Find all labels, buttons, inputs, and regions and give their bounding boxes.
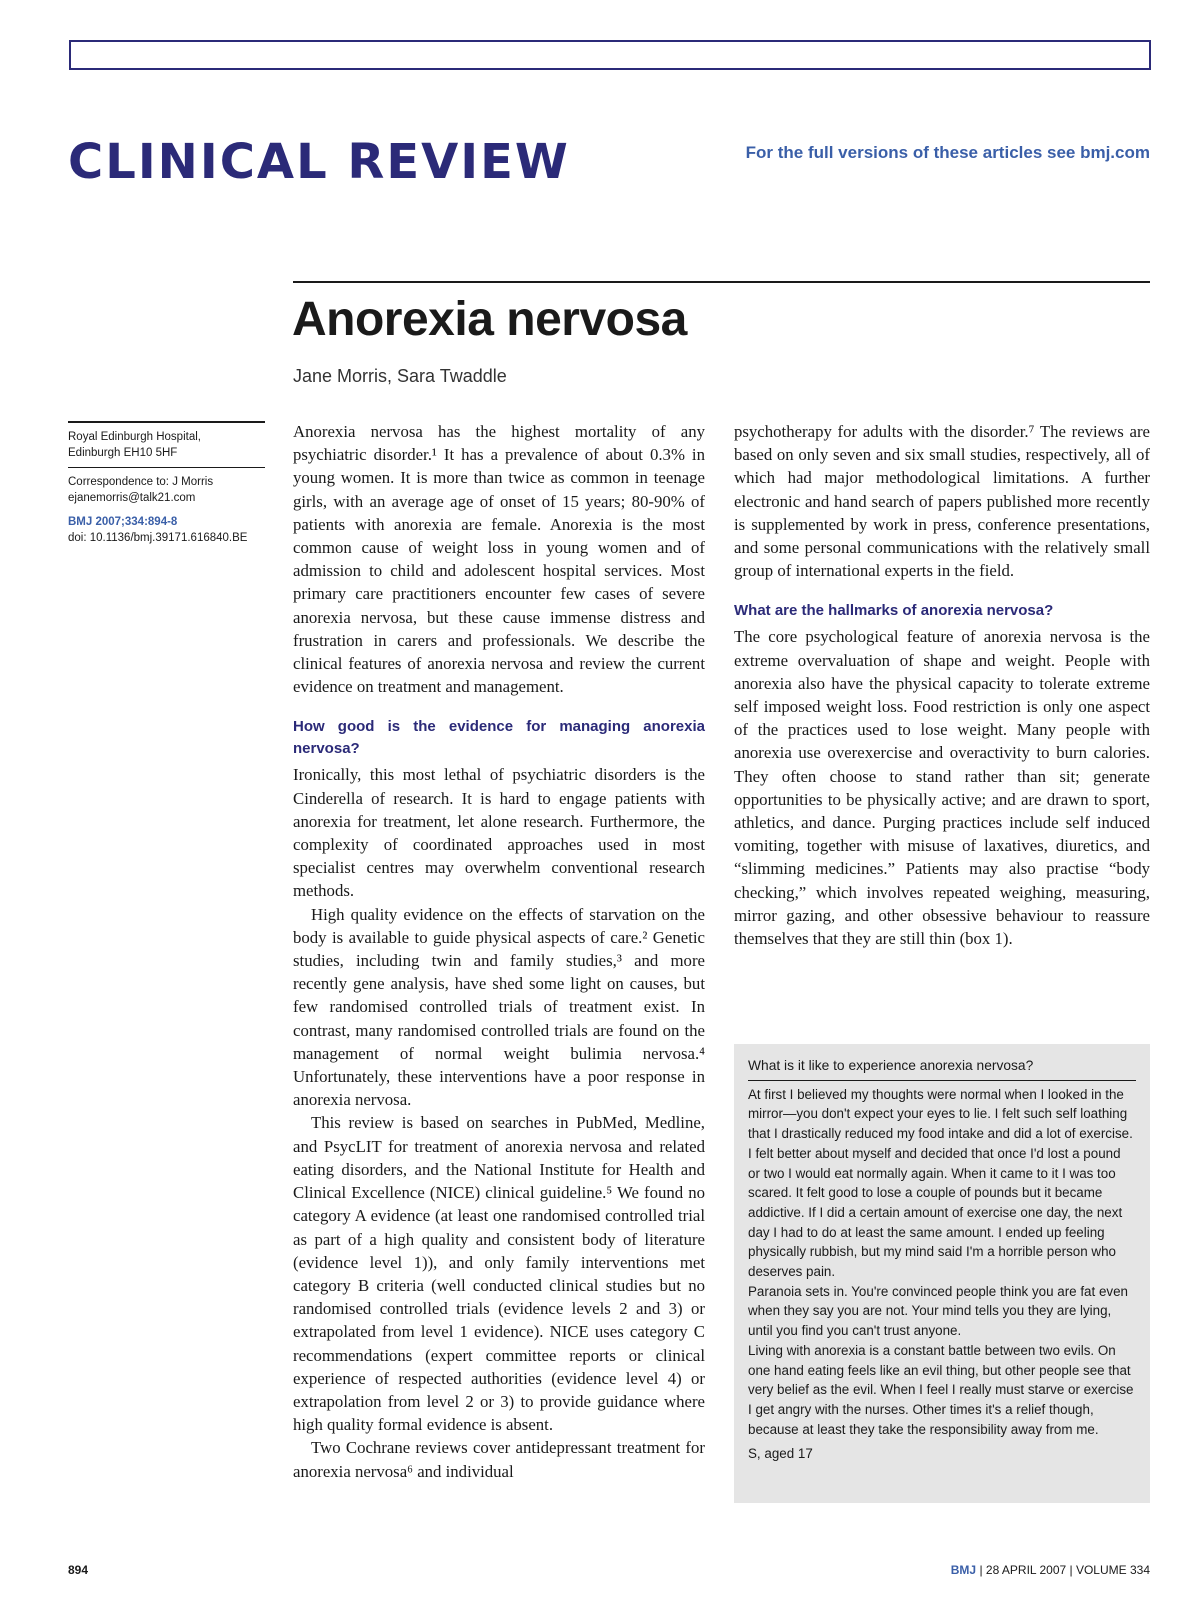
box-paragraph: Paranoia sets in. You're convinced people think you are fat even when they say you are not. Your mind tells you they are lying, until you find you can't trust anyone.: [748, 1283, 1128, 1339]
article-title: Anorexia nervosa: [292, 293, 687, 346]
header-banner-box: [69, 40, 1151, 70]
sidebar-divider: [68, 467, 265, 468]
issue-info: | 28 APRIL 2007 | VOLUME 334: [976, 1563, 1150, 1577]
citation: BMJ 2007;334:894-8: [68, 516, 178, 528]
patient-quote-box: [734, 1044, 1150, 1503]
body-paragraph: Ironically, this most lethal of psychiatric disorders is the Cinderella of research. It is hard to engage patients with anorexia for treatment, let alone research. Furthermore, the complexity of coordinated approaches used in most specialist centres may overwhelm conventional research methods.: [293, 765, 705, 901]
doi[interactable]: doi: 10.1136/bmj.39171.616840.BE: [68, 532, 248, 544]
journal-name: BMJ: [950, 1563, 977, 1577]
journal-footer: [951, 1563, 1150, 1577]
box-signature: S, aged 17: [748, 1446, 813, 1462]
box-paragraph: At first I believed my thoughts were normal when I looked in the mirror—you don't expect your eyes to lie. I felt such self loathing that I drastically reduced my food intake and did a lot of exercise. I felt better about myself and decided that once I'd lost a pound or two I would eat normally again. When it came to it I was too scared. It felt good to lose a couple of pounds but it became addictive. If I did a certain amount of exercise one day, the next day I had to do at least the same amount. I ended up feeling physically rubbish, but my mind said I'm a horrible person who deserves pain.: [748, 1086, 1133, 1280]
section-heading: How good is the evidence for managing anorexia nervosa?: [293, 718, 705, 758]
box-title: What is it like to experience anorexia nervosa?: [748, 1056, 1136, 1081]
correspondence-line: Correspondence to: J Morris: [68, 476, 214, 488]
body-paragraph: psychotherapy for adults with the disorder.⁷ The reviews are based on only seven and six small studies, respectively, all of which had major methodological limitations. A further electronic and hand search of papers published more recently is supplemented by work in press, conference presentations, and some personal communications with the relatively small group of international experts in the field.: [734, 422, 1150, 581]
title-rule: [293, 281, 1150, 283]
affiliation-line: Edinburgh EH10 5HF: [68, 447, 178, 459]
body-paragraph: Anorexia nervosa has the highest mortality of any psychiatric disorder.¹ It has a prevalence of about 0.3% in young women. It is more than twice as common in teenage girls, with an average age of onset of 15 years; 80-90% of patients with anorexia are female. Anorexia is the most common cause of weight loss in young women and of admission to child and adolescent hospital services. Most primary care practitioners encounter few cases of severe anorexia nervosa, but these cause immense distress and frustration in carers and professionals. We describe the clinical features of anorexia nervosa and review the current evidence on treatment and management.: [293, 422, 705, 697]
correspondence-email[interactable]: ejanemorris@talk21.com: [68, 492, 196, 504]
sidebar-divider: [68, 421, 265, 423]
section-title: CLINICAL REVIEW: [68, 134, 570, 190]
affiliation-line: Royal Edinburgh Hospital,: [68, 431, 201, 443]
author-sidebar: [68, 421, 265, 546]
full-versions-link[interactable]: For the full versions of these articles see bmj.com: [745, 143, 1150, 162]
body-column-2: [734, 420, 1150, 950]
body-paragraph: Two Cochrane reviews cover antidepressant treatment for anorexia nervosa⁶ and individual: [293, 1438, 705, 1481]
box-paragraph: Living with anorexia is a constant battle between two evils. On one hand eating feels like an evil thing, but other people see that very belief as the evil. When I feel I really must starve or exercise I get angry with the nurses. Other times it's a relief though, because at least they take the responsibility away from me.: [748, 1342, 1134, 1437]
article-authors: Jane Morris, Sara Twaddle: [293, 366, 507, 386]
page-number: 894: [68, 1563, 89, 1577]
section-heading: What are the hallmarks of anorexia nervosa?: [734, 602, 1054, 620]
body-column-1: [293, 420, 705, 1483]
body-paragraph: The core psychological feature of anorexia nervosa is the extreme overvaluation of shape and weight. People with anorexia also have the physical capacity to tolerate extreme self imposed weight loss. Food restriction is only one aspect of the practices used to lose weight. Many people with anorexia use overexercise and overactivity to burn calories. They often choose to stand rather than sit; generate opportunities to be physically active; and are drawn to sport, athletics, and dance. Purging practices include self induced vomiting, together with misuse of laxatives, diuretics, and “slimming medicines.” Patients may also practise “body checking,” which involves repeated weighing, measuring, mirror gazing, and other obsessive behaviour to reassure themselves that they are still thin (box 1).: [734, 627, 1150, 949]
body-paragraph: High quality evidence on the effects of starvation on the body is available to guide physical aspects of care.² Genetic studies, including twin and family studies,³ and more recently gene analysis, have shed some light on causes, but few randomised controlled trials of treatment exist. In contrast, many randomised controlled trials are found on the management of normal weight bulimia nervosa.⁴ Unfortunately, these interventions have a poor response in anorexia nervosa.: [293, 904, 705, 1110]
body-paragraph: This review is based on searches in PubMed, Medline, and PsycLIT for treatment of anorexia nervosa and related eating disorders, and the National Institute for Health and Clinical Excellence (NICE) clinical guideline.⁵ We found no category A evidence (at least one randomised controlled trial as part of a high quality and consistent body of literature (evidence level 1)), and only family interventions met category B criteria (well conducted clinical studies but no randomised controlled trials (evidence levels 2 and 3) or extrapolated from level 1 evidence). NICE uses category C recommendations (expert committee reports or clinical experience of respected authorities (evidence level 4) or extrapolation from level 2 or 3) to provide guidance where high quality formal evidence is absent.: [293, 1113, 705, 1435]
